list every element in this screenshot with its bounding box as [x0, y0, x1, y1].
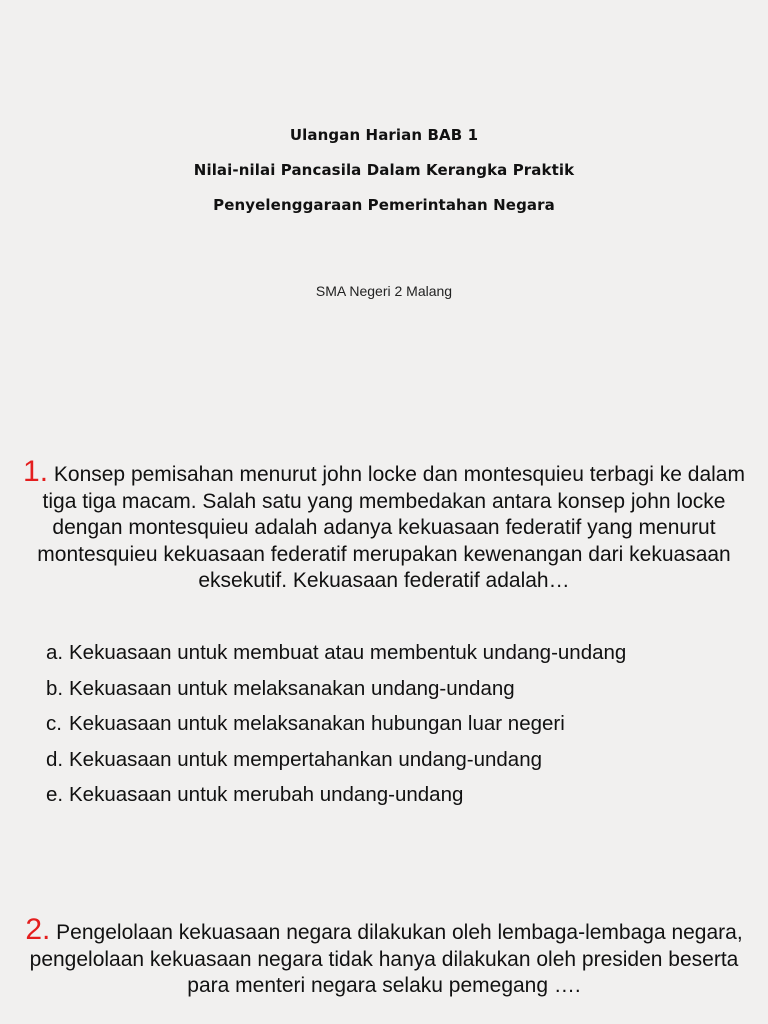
option-text: Kekuasaan untuk merubah undang-undang — [69, 783, 464, 806]
option-letter: b. — [46, 676, 64, 700]
option-d[interactable] — [46, 745, 746, 781]
option-e[interactable] — [46, 780, 746, 816]
option-text: Kekuasaan untuk melaksanakan undang-undang — [69, 676, 515, 700]
title-line-2: Nilai-nilai Pancasila Dalam Kerangka Praktik — [193, 161, 575, 179]
title-line-1: Ulangan Harian BAB 1 — [289, 126, 479, 144]
option-letter: a. — [46, 641, 64, 664]
title-line-3: Penyelenggaraan Pemerintahan Negara — [213, 196, 555, 214]
question-number: 2. — [25, 913, 51, 946]
option-letter: d. — [46, 747, 64, 771]
question-2 — [10, 913, 758, 1000]
answer-options — [46, 638, 746, 816]
title-block — [0, 118, 768, 223]
option-text: Kekuasaan untuk mempertahankan undang-undang — [69, 747, 542, 771]
option-c[interactable] — [46, 709, 746, 745]
option-text: Kekuasaan untuk membuat atau membentuk undang-undang — [69, 641, 627, 664]
question-1 — [10, 455, 758, 595]
option-letter: e. — [46, 783, 64, 806]
question-text: Konsep pemisahan menurut john locke dan montesquieu terbagi ke dalam tiga tiga macam. Salah satu yang membedakan antara konsep john locke dengan montesquieu adalah adanya kekuasaan federatif yang menurut montesquieu kekuasaan federatif merupakan kewenangan dari kekuasaan eksekutif. Kekuasaan federatif adalah… — [37, 463, 745, 592]
question-text: Pengelolaan kekuasaan negara dilakukan oleh lembaga-lembaga negara, pengelolaan kekuasaan negara tidak hanya dilakukan oleh presiden beserta para menteri negara selaku pemegang …. — [29, 921, 743, 997]
option-letter: c. — [46, 712, 62, 735]
question-number: 1. — [23, 455, 49, 488]
option-a[interactable] — [46, 638, 746, 674]
school-name: SMA Negeri 2 Malang — [315, 283, 453, 299]
option-text: Kekuasaan untuk melaksanakan hubungan luar negeri — [69, 712, 565, 735]
option-b[interactable] — [46, 674, 746, 710]
